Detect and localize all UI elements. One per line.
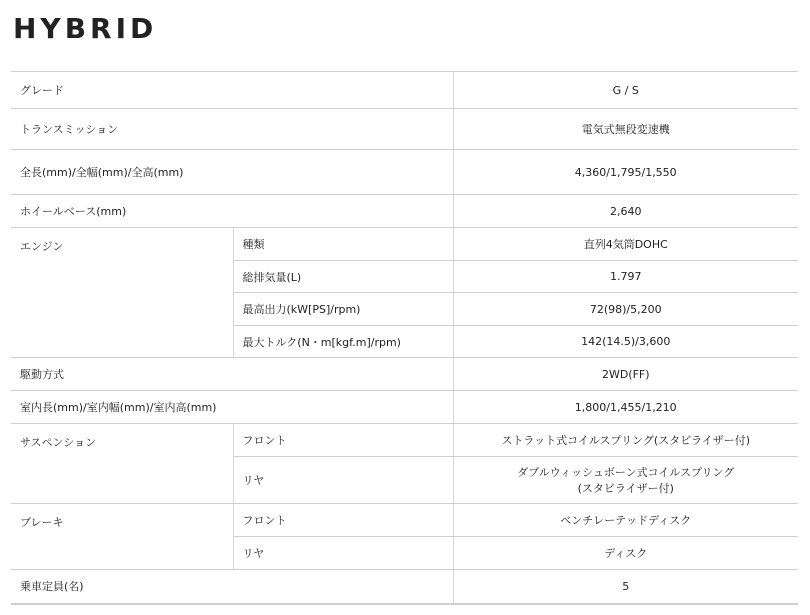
table-row-engine-type xyxy=(11,228,798,261)
suspension-front-label: フロント xyxy=(233,424,453,457)
interior-value: 1,800/1,455/1,210 xyxy=(453,391,798,424)
table-row-brakes-front xyxy=(11,504,798,537)
table-row-dimensions xyxy=(11,150,798,195)
brakes-rear-label: リヤ xyxy=(233,537,453,570)
max-output-label: 最高出力(kW[PS]/rpm) xyxy=(233,293,453,326)
suspension-rear-value-line2: (スタビライザー付) xyxy=(577,482,674,495)
transmission-label: トランスミッション xyxy=(11,109,453,150)
max-torque-label: 最大トルク(N・m[kgf.m]/rpm) xyxy=(233,326,453,358)
suspension-rear-value-line1: ダブルウィッシュボーン式コイルスプリング xyxy=(517,466,735,479)
dimensions-value: 4,360/1,795/1,550 xyxy=(453,150,798,195)
brakes-front-value: ベンチレーテッドディスク xyxy=(453,504,798,537)
table-row-drive xyxy=(11,358,798,391)
drive-value: 2WD(FF) xyxy=(453,358,798,391)
suspension-label: サスペンション xyxy=(11,424,233,504)
max-torque-value: 142(14.5)/3,600 xyxy=(453,326,798,358)
displacement-value: 1.797 xyxy=(453,261,798,293)
table-row-transmission xyxy=(11,109,798,150)
table-row-capacity xyxy=(11,570,798,604)
interior-label: 室内長(mm)/室内幅(mm)/室内高(mm) xyxy=(11,391,453,424)
suspension-rear-label: リヤ xyxy=(233,457,453,504)
engine-type-label: 種類 xyxy=(233,228,453,261)
transmission-value: 電気式無段変速機 xyxy=(453,109,798,150)
engine-label: エンジン xyxy=(11,228,233,358)
capacity-label: 乗車定員(名) xyxy=(11,570,453,604)
displacement-label: 総排気量(L) xyxy=(233,261,453,293)
brakes-rear-value: ディスク xyxy=(453,537,798,570)
table-row-grade xyxy=(11,72,798,109)
grade-label: グレード xyxy=(11,72,453,109)
table-row-suspension-front xyxy=(11,424,798,457)
capacity-value: 5 xyxy=(453,570,798,604)
spec-table xyxy=(11,71,798,605)
suspension-front-value: ストラット式コイルスプリング(スタビライザー付) xyxy=(453,424,798,457)
dimensions-label: 全長(mm)/全幅(mm)/全高(mm) xyxy=(11,150,453,195)
table-row-interior xyxy=(11,391,798,424)
brakes-label: ブレーキ xyxy=(11,504,233,570)
max-output-value: 72(98)/5,200 xyxy=(453,293,798,326)
drive-label: 駆動方式 xyxy=(11,358,453,391)
page-title: HYBRID xyxy=(13,12,158,45)
suspension-rear-value xyxy=(453,457,798,504)
brakes-front-label: フロント xyxy=(233,504,453,537)
engine-type-value: 直列4気筒DOHC xyxy=(453,228,798,261)
wheelbase-value: 2,640 xyxy=(453,195,798,228)
wheelbase-label: ホイールベース(mm) xyxy=(11,195,453,228)
table-row-wheelbase xyxy=(11,195,798,228)
grade-value: G / S xyxy=(453,72,798,109)
